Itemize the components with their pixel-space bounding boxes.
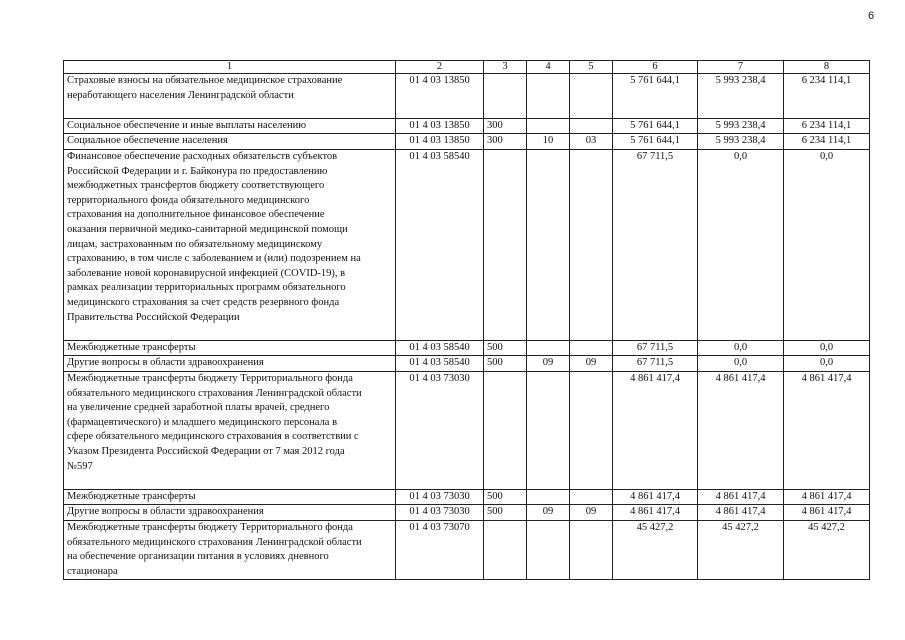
row-amount-year2-cell bbox=[698, 371, 784, 489]
row-section-cell bbox=[527, 118, 570, 134]
row-amount-year3-cell bbox=[784, 489, 870, 505]
row-amount-year1-cell bbox=[613, 520, 698, 579]
column-number-row bbox=[64, 61, 870, 74]
row-amount-year1-text: 5 761 644,1 bbox=[630, 75, 680, 86]
row-subsection-text: 03 bbox=[585, 135, 597, 147]
row-amount-year3-cell bbox=[784, 520, 870, 579]
row-amount-year2-text: 4 861 417,4 bbox=[715, 490, 766, 502]
row-section-text: 10 bbox=[542, 135, 554, 147]
row-amount-year1-cell bbox=[613, 74, 698, 119]
row-amount-year1-cell bbox=[613, 505, 698, 521]
row-csr-code-text: 01 4 03 73030 bbox=[409, 506, 470, 518]
row-csr-code-cell bbox=[396, 505, 484, 521]
row-expense-type-cell bbox=[484, 74, 527, 119]
row-section-cell bbox=[527, 489, 570, 505]
row-name-text: Социальное обеспечение и иные выплаты населению bbox=[67, 119, 307, 131]
row-name-cell bbox=[64, 134, 396, 150]
row-amount-year1-cell bbox=[613, 340, 698, 356]
column-number-7: 7 bbox=[698, 61, 784, 74]
row-subsection-cell bbox=[570, 356, 613, 372]
row-csr-code-cell bbox=[396, 149, 484, 340]
row-csr-code-text: 01 4 03 13850 bbox=[409, 119, 470, 131]
row-name-cell bbox=[64, 489, 396, 505]
row-amount-year2-text: 0,0 bbox=[733, 357, 748, 369]
row-csr-code-text: 01 4 03 58540 bbox=[409, 357, 470, 369]
row-amount-year3-text: 45 427,2 bbox=[808, 521, 845, 533]
row-name-cell bbox=[64, 520, 396, 579]
row-amount-year2-cell bbox=[698, 340, 784, 356]
row-name-text: Другие вопросы в области здравоохранения bbox=[67, 506, 264, 518]
row-amount-year3-cell bbox=[784, 74, 870, 119]
row-expense-type-cell bbox=[484, 371, 527, 489]
row-amount-year3-text: 4 861 417,4 bbox=[801, 506, 852, 518]
row-amount-year3-cell bbox=[784, 118, 870, 134]
row-amount-year2-cell bbox=[698, 356, 784, 372]
row-expense-type-text: 500 bbox=[487, 341, 503, 353]
row-amount-year1-text: 4 861 417,4 bbox=[630, 506, 680, 518]
row-amount-year1-cell bbox=[613, 134, 698, 150]
row-amount-year1-text: 67 711,5 bbox=[636, 150, 674, 162]
row-amount-year2-cell bbox=[698, 489, 784, 505]
table-row bbox=[64, 118, 870, 134]
row-expense-type-text: 300 bbox=[487, 135, 503, 147]
row-section-cell bbox=[527, 371, 570, 489]
row-amount-year1-cell bbox=[613, 149, 698, 340]
row-amount-year2-text: 5 993 238,4 bbox=[715, 119, 766, 131]
row-csr-code-cell bbox=[396, 118, 484, 134]
row-subsection-cell bbox=[570, 74, 613, 119]
row-amount-year2-cell bbox=[698, 118, 784, 134]
row-amount-year2-cell bbox=[698, 134, 784, 150]
row-amount-year2-cell bbox=[698, 505, 784, 521]
row-csr-code-cell bbox=[396, 371, 484, 489]
row-section-cell bbox=[527, 134, 570, 150]
row-amount-year3-text: 4 861 417,4 bbox=[801, 372, 852, 384]
row-amount-year3-text: 6 234 114,1 bbox=[801, 119, 852, 131]
row-csr-code-text: 01 4 03 73030 bbox=[409, 490, 470, 502]
row-expense-type-cell bbox=[484, 489, 527, 505]
row-csr-code-text: 01 4 03 73070 bbox=[409, 521, 470, 533]
row-name-text: Межбюджетные трансферты бюджету Территориального фонда обязательного медицинского страхования Ленинградской области на обеспечение организации питания в условиях дневного стационара bbox=[67, 521, 362, 577]
column-number-5: 5 bbox=[570, 61, 613, 74]
table-row bbox=[64, 505, 870, 521]
row-amount-year3-text: 4 861 417,4 bbox=[801, 490, 852, 502]
row-name-text: Другие вопросы в области здравоохранения bbox=[67, 357, 264, 369]
row-subsection-cell bbox=[570, 118, 613, 134]
row-section-cell bbox=[527, 356, 570, 372]
row-name-cell bbox=[64, 340, 396, 356]
row-name-text: Межбюджетные трансферты bbox=[67, 490, 196, 502]
row-expense-type-cell bbox=[484, 340, 527, 356]
row-amount-year3-cell bbox=[784, 149, 870, 340]
row-section-cell bbox=[527, 149, 570, 340]
row-csr-code-cell bbox=[396, 74, 484, 119]
row-subsection-cell bbox=[570, 505, 613, 521]
row-expense-type-cell bbox=[484, 520, 527, 579]
row-name-cell bbox=[64, 371, 396, 489]
column-number-4: 4 bbox=[527, 61, 570, 74]
row-subsection-text: 09 bbox=[585, 506, 597, 518]
row-amount-year3-text: 6 234 114,1 bbox=[801, 135, 852, 147]
row-csr-code-text: 01 4 03 58540 bbox=[409, 150, 470, 162]
row-csr-code-text: 01 4 03 73030 bbox=[409, 372, 470, 384]
row-csr-code-cell bbox=[396, 134, 484, 150]
column-number-3: 3 bbox=[484, 61, 527, 74]
row-section-text: 09 bbox=[542, 357, 554, 369]
column-number-6: 6 bbox=[613, 61, 698, 74]
row-csr-code-text: 01 4 03 13850 bbox=[409, 135, 470, 147]
row-amount-year3-cell bbox=[784, 340, 870, 356]
table-row bbox=[64, 74, 870, 119]
row-csr-code-cell bbox=[396, 356, 484, 372]
row-name-text: Межбюджетные трансферты бюджету Территориального фонда обязательного медицинского страхования Ленинградской области на увеличение средней заработной платы врачей, среднего (фармацевтического) и младшего медицинского персонала в сфере обязательного медицинского страхования в соответствии с Указом Президента Российской Федерации от 7 мая 2012 года №597 bbox=[67, 372, 362, 472]
table-row bbox=[64, 149, 870, 340]
row-section-text: 09 bbox=[542, 506, 554, 518]
row-name-cell bbox=[64, 356, 396, 372]
row-csr-code-cell bbox=[396, 340, 484, 356]
row-amount-year1-text: 67 711,5 bbox=[636, 357, 674, 369]
row-amount-year3-text: 0,0 bbox=[819, 150, 834, 162]
row-subsection-cell bbox=[570, 340, 613, 356]
row-name-cell bbox=[64, 74, 396, 119]
row-name-text: Межбюджетные трансферты bbox=[67, 341, 196, 353]
row-amount-year1-text: 4 861 417,4 bbox=[630, 372, 680, 384]
row-expense-type-cell bbox=[484, 149, 527, 340]
table-row bbox=[64, 134, 870, 150]
row-amount-year3-text: 0,0 bbox=[819, 357, 834, 369]
row-amount-year2-text: 5 993 238,4 bbox=[715, 135, 766, 147]
row-name-cell bbox=[64, 118, 396, 134]
row-amount-year2-text: 0,0 bbox=[733, 341, 748, 353]
row-subsection-cell bbox=[570, 489, 613, 505]
row-expense-type-text: 500 bbox=[487, 490, 503, 502]
row-amount-year2-text: 0,0 bbox=[733, 150, 748, 162]
table-row bbox=[64, 371, 870, 489]
row-amount-year1-text: 5 761 644,1 bbox=[630, 119, 680, 131]
row-amount-year1-text: 45 427,2 bbox=[636, 521, 674, 533]
row-section-cell bbox=[527, 340, 570, 356]
row-section-cell bbox=[527, 520, 570, 579]
table-row bbox=[64, 340, 870, 356]
row-section-cell bbox=[527, 74, 570, 119]
column-number-1: 1 bbox=[64, 61, 396, 74]
row-name-cell bbox=[64, 149, 396, 340]
row-amount-year2-cell bbox=[698, 149, 784, 340]
table-row bbox=[64, 489, 870, 505]
row-amount-year1-cell bbox=[613, 118, 698, 134]
row-amount-year1-text: 4 861 417,4 bbox=[630, 490, 680, 502]
row-amount-year3-text: 0,0 bbox=[819, 341, 834, 353]
row-amount-year3-cell bbox=[784, 356, 870, 372]
row-expense-type-cell bbox=[484, 505, 527, 521]
row-amount-year2-text: 5 993 238,4 bbox=[715, 75, 766, 86]
row-name-text: Социальное обеспечение населения bbox=[67, 135, 228, 147]
row-amount-year1-cell bbox=[613, 356, 698, 372]
table-body bbox=[64, 61, 870, 580]
row-subsection-cell bbox=[570, 149, 613, 340]
row-amount-year3-cell bbox=[784, 134, 870, 150]
page-number: 6 bbox=[868, 10, 875, 22]
row-amount-year1-text: 5 761 644,1 bbox=[630, 135, 680, 147]
row-expense-type-cell bbox=[484, 134, 527, 150]
table-row bbox=[64, 520, 870, 579]
row-name-text: Страховые взносы на обязательное медицинское страхование неработающего населения Ленинградской области bbox=[67, 75, 343, 101]
row-subsection-cell bbox=[570, 134, 613, 150]
row-amount-year3-cell bbox=[784, 371, 870, 489]
row-csr-code-text: 01 4 03 13850 bbox=[409, 75, 470, 86]
row-section-cell bbox=[527, 505, 570, 521]
row-amount-year2-text: 4 861 417,4 bbox=[715, 372, 766, 384]
row-csr-code-cell bbox=[396, 520, 484, 579]
row-expense-type-text: 300 bbox=[487, 119, 503, 131]
row-expense-type-text: 500 bbox=[487, 506, 503, 518]
row-name-text: Финансовое обеспечение расходных обязательств субъектов Российской Федерации и г. Байконура по предоставлению межбюджетных трансфертов бюджету соответствующего территориального фонда обязательного медицинского страхования на дополнительное финансовое обеспечение оказания первичной медико-санитарной медицинской помощи лицам, застрахованным по обязательному медицинскому страхованию, в том числе с заболеванием и (или) подозрением на заболевание новой коронавирусной инфекцией (COVID-19), в рамках реализации территориальных программ обязательного медицинского страхования за счет средств резервного фонда Правительства Российской Федерации bbox=[67, 150, 361, 323]
row-expense-type-cell bbox=[484, 118, 527, 134]
row-csr-code-cell bbox=[396, 489, 484, 505]
row-subsection-cell bbox=[570, 520, 613, 579]
row-expense-type-text: 500 bbox=[487, 357, 503, 369]
row-amount-year2-text: 4 861 417,4 bbox=[715, 506, 766, 518]
row-amount-year1-cell bbox=[613, 371, 698, 489]
row-expense-type-cell bbox=[484, 356, 527, 372]
row-amount-year1-cell bbox=[613, 489, 698, 505]
row-subsection-text: 09 bbox=[585, 357, 597, 369]
budget-table bbox=[63, 60, 870, 580]
column-number-2: 2 bbox=[396, 61, 484, 74]
row-amount-year3-cell bbox=[784, 505, 870, 521]
row-name-cell bbox=[64, 505, 396, 521]
row-subsection-cell bbox=[570, 371, 613, 489]
row-amount-year2-cell bbox=[698, 520, 784, 579]
row-amount-year1-text: 67 711,5 bbox=[636, 341, 674, 353]
row-amount-year2-cell bbox=[698, 74, 784, 119]
column-number-8: 8 bbox=[784, 61, 870, 74]
row-csr-code-text: 01 4 03 58540 bbox=[409, 341, 470, 353]
row-amount-year3-text: 6 234 114,1 bbox=[801, 75, 852, 86]
table-row bbox=[64, 356, 870, 372]
row-amount-year2-text: 45 427,2 bbox=[722, 521, 759, 533]
